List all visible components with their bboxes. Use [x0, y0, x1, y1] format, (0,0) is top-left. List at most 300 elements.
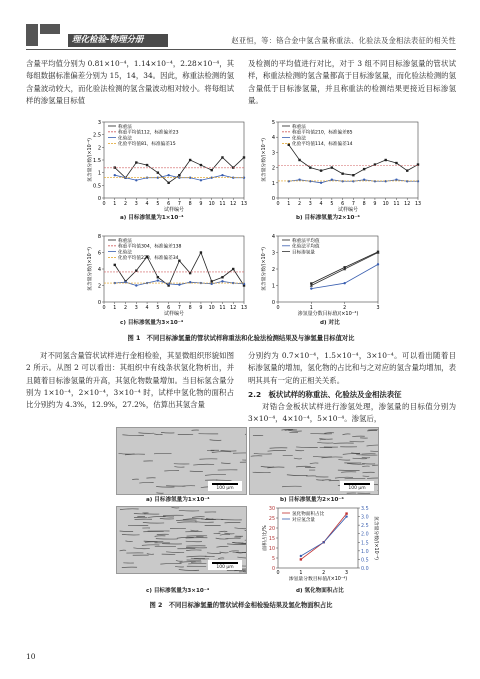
hydride-line	[186, 556, 206, 557]
hydride-line	[195, 522, 214, 523]
paragraph: 分别约为 0.7×10⁻⁴，1.5×10⁻⁴，3×10⁻⁴。可以看出随着目标渗氢量的增加，氢化物的占比和与之对应的氢含量均增加，表明其具有一定的正相关关系。	[248, 351, 456, 385]
running-title: 赵亚恒，等：铬合金中氢含量称重法、化验法及金相法表征的相关性	[231, 36, 456, 45]
data-point	[221, 174, 223, 176]
hydride-line	[122, 567, 137, 568]
hydride-line	[174, 467, 184, 468]
hydride-line	[285, 430, 297, 431]
legend-entry: 称重平均值304，标准偏差138	[118, 244, 182, 250]
x-tick-label: 13	[240, 306, 248, 311]
micrograph-a	[116, 427, 247, 495]
x-tick-label: 2	[124, 306, 128, 311]
x-tick-label: 8	[188, 202, 192, 207]
y-tick-label-left: 5	[271, 557, 275, 562]
x-tick-label: 7	[177, 306, 181, 311]
x-tick-label: 6	[167, 306, 171, 311]
data-point	[323, 541, 325, 543]
x-tick-label: 10	[382, 202, 389, 207]
y-axis-label: 氢含量分数/(×10⁻⁴)	[88, 247, 93, 291]
data-point	[395, 179, 397, 181]
hydride-line	[245, 531, 246, 532]
x-tick-label: 11	[219, 306, 226, 311]
legend-entry: 化验法	[118, 250, 132, 256]
hydride-line	[254, 453, 272, 454]
data-point	[300, 558, 302, 560]
journal-name-bar	[68, 34, 168, 47]
hydride-line	[206, 518, 213, 519]
hydride-line	[345, 478, 366, 479]
x-tick-label: 3	[134, 202, 138, 207]
y-tick-label: 2	[271, 165, 275, 172]
x-tick-label: 1	[113, 306, 117, 311]
hydride-line	[310, 433, 332, 434]
y-tick-label-right: 1.0	[361, 549, 369, 555]
hydride-line	[341, 472, 356, 473]
data-point	[374, 180, 376, 182]
scale-bar-label: 100 μm	[216, 565, 234, 570]
x-tick-label: 1	[299, 571, 303, 576]
hydride-line	[232, 542, 243, 543]
hydride-line	[160, 518, 174, 519]
chart-fig1c	[80, 232, 250, 326]
data-point	[243, 156, 245, 158]
data-point	[135, 179, 137, 181]
hydride-line	[166, 552, 184, 553]
x-tick-label: 2	[298, 202, 302, 207]
data-point	[288, 144, 290, 146]
hydride-line	[221, 450, 237, 451]
legend-entry: 称重法	[292, 124, 306, 130]
hydride-line	[320, 439, 326, 440]
hydride-line	[155, 536, 166, 537]
hydride-line	[310, 463, 319, 464]
y-axis-label-right: 氢含量分数/(×10⁻⁴)	[373, 516, 378, 560]
y-tick-label: 1	[271, 180, 275, 187]
journal-logo-icon	[26, 24, 60, 46]
hydride-line	[353, 458, 367, 459]
hydride-line	[156, 493, 163, 494]
hydride-line	[160, 563, 181, 564]
hydride-line	[176, 520, 196, 521]
y-tick-label: 3	[97, 120, 101, 126]
x-tick-label: 5	[330, 202, 334, 207]
data-point	[200, 164, 202, 166]
data-point	[377, 263, 379, 265]
data-point	[384, 159, 386, 161]
x-tick-label: 2	[343, 306, 347, 311]
chart-fig1d	[254, 232, 384, 326]
data-point	[363, 168, 365, 170]
hydride-line	[350, 441, 365, 442]
x-tick-label: 10	[208, 306, 215, 311]
hydride-line	[229, 551, 239, 552]
hydride-line	[175, 566, 184, 567]
hydride-line	[362, 463, 375, 464]
x-tick-label: 10	[208, 202, 215, 207]
x-tick-label: 11	[219, 202, 226, 207]
y-tick-label: 2	[97, 283, 101, 290]
scale-bar-label: 100 μm	[216, 486, 234, 491]
hydride-line	[218, 558, 224, 559]
hydride-line	[125, 541, 132, 542]
hydride-line	[319, 438, 332, 439]
hydride-line	[225, 538, 240, 539]
legend-entry: 目标渗氢量	[292, 250, 315, 256]
section-heading: 2.2 板状试样的称重法、化验法及金相法表征	[248, 389, 402, 399]
hydride-line	[324, 433, 334, 434]
data-point	[189, 159, 191, 161]
x-tick-label: 7	[351, 202, 355, 207]
data-point	[298, 179, 300, 181]
legend-entry: 化验法	[118, 136, 132, 142]
hydride-line	[120, 550, 127, 551]
x-tick-label: 2	[322, 571, 326, 576]
hydride-line	[362, 457, 370, 458]
data-point	[232, 268, 234, 270]
data-point	[300, 555, 302, 557]
hydride-line	[191, 562, 201, 563]
hydride-line	[133, 548, 149, 549]
data-point	[298, 159, 300, 161]
hydride-line	[118, 453, 134, 454]
hydride-line	[186, 541, 202, 542]
y-tick-label-right: 0.5	[361, 558, 369, 564]
y-tick-label: 1	[97, 170, 101, 177]
hydride-line	[224, 533, 234, 534]
data-point	[352, 174, 354, 176]
fig1d-label: d) 对比	[320, 320, 340, 326]
series-line	[289, 145, 418, 175]
micrograph-b	[249, 427, 379, 495]
y-tick-label: 0	[271, 300, 275, 306]
legend-entry: 称重平均值210，标准偏差85	[292, 130, 353, 136]
data-point	[210, 280, 212, 282]
hydride-line	[367, 445, 378, 446]
x-tick-label: 4	[145, 202, 149, 207]
journal-header	[26, 22, 456, 48]
data-point	[200, 251, 202, 253]
text-top-left	[26, 58, 234, 107]
x-tick-label: 13	[414, 202, 422, 207]
y-tick-label: 0	[97, 300, 101, 306]
x-tick-label: 2	[124, 202, 128, 207]
x-tick-label: 0	[276, 306, 280, 311]
hydride-line	[177, 522, 197, 523]
hydride-line	[186, 550, 201, 551]
data-point	[221, 276, 223, 278]
hydride-line	[143, 522, 164, 523]
legend-entry: 化验平均值114，标准偏差14	[292, 142, 353, 148]
data-point	[363, 179, 365, 181]
data-point	[345, 512, 347, 514]
figure2-caption: 图 2 不同目标渗氢量的管状试样金相检验结果及氢化物面积占比	[149, 602, 333, 609]
y-tick-label: 5	[271, 120, 275, 126]
hydride-line	[234, 528, 246, 529]
hydride-line	[296, 466, 311, 467]
legend-entry: 称重法	[118, 238, 132, 244]
fig2d-label: d) 氢化物面积占比	[296, 588, 344, 594]
y-tick-label-left: 0	[271, 567, 275, 572]
y-tick-label: 1	[271, 283, 275, 290]
y-tick-label: 2	[271, 267, 275, 273]
hydride-line	[179, 510, 199, 511]
paragraph: 对不同氢含量管状试样进行金相检验，其显微组织形貌如图 2 所示。从图 2 可以看出：其组织中有线条状氢化物析出，并且随着目标渗氢量的升高，其氢化物数量增加。当目标氢含量分别为 1×10⁻⁴，2×10⁻⁴，3×10⁻⁴ 时，试样中氢化物的面积占比分别约为 4.3%，12.9%，27.2%，估算出其氢含量	[26, 351, 234, 410]
hydride-line	[205, 474, 226, 475]
y-tick-label-right: 3.5	[361, 507, 369, 512]
hydride-line	[161, 432, 174, 433]
text-mid-left	[26, 350, 234, 411]
x-tick-label: 12	[230, 306, 237, 311]
hydride-line	[322, 480, 331, 481]
hydride-line	[138, 433, 154, 434]
y-tick-label: 1.5	[93, 158, 101, 164]
y-tick-label-left: 20	[268, 527, 275, 532]
page-number: 10	[26, 652, 36, 661]
hydride-line	[176, 560, 183, 561]
hydride-line	[147, 554, 154, 555]
data-point	[221, 280, 223, 282]
hydride-line	[351, 453, 360, 454]
x-axis-label: 试样编号	[337, 207, 359, 213]
hydride-line	[227, 544, 246, 545]
x-tick-label: 7	[177, 202, 181, 207]
x-tick-label: 6	[167, 202, 171, 207]
x-tick-label: 1	[287, 202, 291, 207]
y-tick-label: 0.5	[93, 183, 101, 190]
data-point	[210, 169, 212, 171]
text-mid-right	[248, 350, 456, 426]
x-tick-label: 8	[188, 306, 192, 311]
hydride-line	[220, 552, 229, 553]
x-tick-label: 3	[134, 306, 138, 311]
data-point	[135, 284, 137, 286]
legend-entry: 化验法平均值	[292, 244, 320, 250]
hydride-line	[295, 450, 304, 451]
hydride-line	[225, 522, 241, 523]
data-point	[320, 169, 322, 171]
y-tick-label-left: 25	[268, 517, 275, 522]
y-tick-label: 4	[271, 135, 275, 142]
micrograph-c	[116, 506, 247, 574]
series-line	[115, 157, 244, 182]
hydride-line	[372, 465, 378, 466]
data-point	[406, 180, 408, 182]
data-point	[343, 282, 345, 284]
hydride-line	[234, 570, 245, 571]
hydride-line	[120, 509, 139, 510]
hydride-line	[207, 553, 221, 554]
data-point	[309, 180, 311, 182]
x-tick-label: 0	[276, 571, 280, 576]
x-tick-label: 3	[308, 202, 312, 207]
y-tick-label: 0	[97, 196, 101, 202]
hydride-line	[163, 516, 174, 517]
data-point	[157, 279, 159, 281]
chart-fig1b	[254, 118, 424, 223]
fig2c-label: c) 目标渗氢量为3×10⁻⁴	[146, 588, 210, 594]
x-axis-label: 试样编号	[163, 207, 185, 213]
y-axis-label: 氢含量分数/(×10⁻⁴)	[262, 247, 267, 291]
data-point	[417, 180, 419, 182]
x-axis-label: 试样编号	[163, 311, 185, 317]
data-point	[221, 156, 223, 158]
y-tick-label: 4	[97, 267, 101, 273]
y-tick-label-right: 0.0	[361, 567, 369, 572]
hydride-line	[212, 452, 231, 453]
data-point	[345, 515, 347, 517]
x-tick-label: 12	[404, 202, 411, 207]
data-point	[157, 276, 159, 278]
hydride-line	[183, 519, 203, 520]
paragraph: 及检测的平均值进行对比，对于 3 组不同目标渗氢量的管状试样，称重法检测的氢含量都高于目标渗氢量，而化验法检测的氢含量低于目标渗氢量，并且称重法的检测结果更接近目标渗氢量。	[248, 59, 456, 105]
x-tick-label: 1	[309, 306, 313, 311]
data-point	[331, 179, 333, 181]
x-tick-label: 3	[376, 306, 380, 311]
x-tick-label: 8	[362, 202, 366, 207]
y-axis-label: 氢含量分数/(×10⁻⁴)	[262, 138, 267, 182]
y-tick-label-left: 10	[268, 547, 275, 552]
hydride-line	[210, 440, 222, 441]
hydride-line	[220, 534, 230, 535]
data-point	[341, 180, 343, 182]
hydride-line	[192, 517, 205, 518]
y-tick-label: 0	[271, 196, 275, 202]
x-axis-label: 渗氢量分数目标值/(×10⁻⁴)	[288, 577, 348, 582]
data-point	[135, 269, 137, 271]
chart-fig2d	[256, 504, 386, 588]
hydride-line	[154, 434, 162, 435]
legend-entry: 氢化物面积占比	[292, 511, 325, 517]
data-point	[189, 272, 191, 274]
fig1a-label: a) 目标渗氢量为1×10⁻⁴	[120, 215, 184, 221]
legend-entry: 称重法平均值	[292, 238, 320, 244]
hydride-line	[287, 475, 308, 476]
legend-entry: 化验法	[292, 136, 306, 142]
chart-fig1a	[80, 118, 250, 223]
y-tick-label: 3	[271, 250, 275, 257]
hydride-line	[193, 464, 214, 465]
hydride-line	[261, 466, 274, 467]
x-tick-label: 6	[341, 202, 345, 207]
hydride-line	[338, 460, 350, 461]
y-tick-label-right: 2.5	[361, 524, 369, 530]
x-tick-label: 0	[102, 202, 106, 207]
data-point	[320, 182, 322, 184]
hydride-line	[216, 546, 228, 547]
hydride-line	[245, 434, 246, 435]
data-point	[178, 174, 180, 176]
legend-entry: 化验平均值228，标准偏差34	[118, 256, 179, 262]
data-point	[135, 161, 137, 163]
hydride-line	[120, 531, 134, 532]
data-point	[406, 169, 408, 171]
data-point	[310, 287, 312, 289]
y-tick-label-right: 3.0	[361, 515, 369, 521]
text-top-right	[248, 58, 456, 107]
x-tick-label: 1	[113, 202, 117, 207]
y-tick-label: 3	[271, 150, 275, 157]
x-tick-label: 9	[199, 202, 203, 207]
x-tick-label: 5	[156, 202, 160, 207]
hydride-line	[282, 486, 302, 487]
fig2a-label: a) 目标渗氢量为1×10⁻⁴	[146, 497, 210, 503]
legend-entry: 称重法	[118, 124, 132, 130]
y-tick-label: 6	[97, 250, 101, 257]
data-point	[384, 180, 386, 182]
x-tick-label: 11	[393, 202, 400, 207]
data-point	[167, 182, 169, 184]
data-point	[341, 172, 343, 174]
hydride-line	[317, 442, 333, 443]
x-tick-label: 3	[345, 571, 349, 576]
x-tick-label: 0	[102, 306, 106, 311]
hydride-line	[343, 434, 351, 435]
legend-entry: 对应氢含量	[292, 517, 315, 523]
y-tick-label: 2.5	[93, 132, 101, 139]
x-tick-label: 4	[145, 306, 149, 311]
hydride-line	[362, 472, 374, 473]
hydride-line	[145, 542, 158, 543]
x-tick-label: 4	[319, 202, 323, 207]
y-tick-label: 8	[97, 234, 101, 240]
fig2b-label: b) 目标渗氢量为2×10⁻⁴	[280, 497, 344, 503]
data-point	[146, 164, 148, 166]
hydride-line	[374, 484, 378, 485]
fig1b-label: b) 目标渗氢量为2×10⁻⁴	[296, 215, 360, 221]
data-point	[200, 179, 202, 181]
x-axis-label: 渗氢量分数目标值/(×10⁻⁴)	[297, 311, 359, 317]
legend-entry: 称重平均值112，标准偏差23	[118, 130, 179, 136]
paragraph: 含量平均值分别为 0.81×10⁻⁴，1.14×10⁻⁴，2.28×10⁻⁴，其每组数据标准偏差分别为 15，14，34。因此，称重法检测的氢含量波动较大，而化验法检测的氢含量波动相对较小。将每组试样的渗氢量目标值	[26, 59, 234, 105]
x-tick-label: 12	[230, 202, 237, 207]
hydride-line	[139, 482, 153, 483]
x-tick-label: 0	[276, 202, 280, 207]
hydride-line	[219, 531, 228, 532]
hydride-line	[122, 534, 140, 535]
y-tick-label: 2	[97, 145, 101, 152]
x-tick-label: 13	[240, 202, 248, 207]
data-point	[114, 174, 116, 176]
hydride-line	[122, 435, 143, 436]
data-point	[114, 264, 116, 266]
y-tick-label-right: 2.0	[361, 532, 369, 538]
data-point	[309, 166, 311, 168]
legend-entry: 化验平均值81，标准偏差15	[118, 142, 176, 148]
x-tick-label: 5	[156, 306, 160, 311]
hydride-line	[237, 557, 246, 558]
y-tick-label: 4	[271, 234, 275, 240]
hydride-line	[142, 545, 160, 546]
hydride-line	[294, 458, 302, 459]
hydride-line	[191, 530, 199, 531]
y-axis-label: 氢含量分数/(×10⁻⁴)	[88, 138, 93, 182]
data-point	[178, 283, 180, 285]
x-tick-label: 9	[373, 202, 377, 207]
journal-name: 理化检验-物理分册	[72, 35, 144, 45]
data-point	[157, 171, 159, 173]
fig1c-label: c) 目标渗氢量为3×10⁻⁴	[120, 320, 184, 326]
figure1-caption: 图 1 不同目标渗氢量的管状试样称重法和化验法检测结果及与渗氢量目标值对比	[127, 335, 355, 342]
header-divider	[26, 49, 456, 50]
hydride-line	[268, 450, 286, 451]
data-point	[395, 162, 397, 164]
hydride-line	[156, 486, 174, 487]
y-axis-label-left: 面积占比/%	[263, 525, 268, 551]
y-tick-label-right: 1.5	[361, 541, 369, 547]
data-point	[331, 166, 333, 168]
hydride-line	[335, 477, 353, 478]
data-point	[167, 174, 169, 176]
hydride-line	[172, 507, 180, 508]
